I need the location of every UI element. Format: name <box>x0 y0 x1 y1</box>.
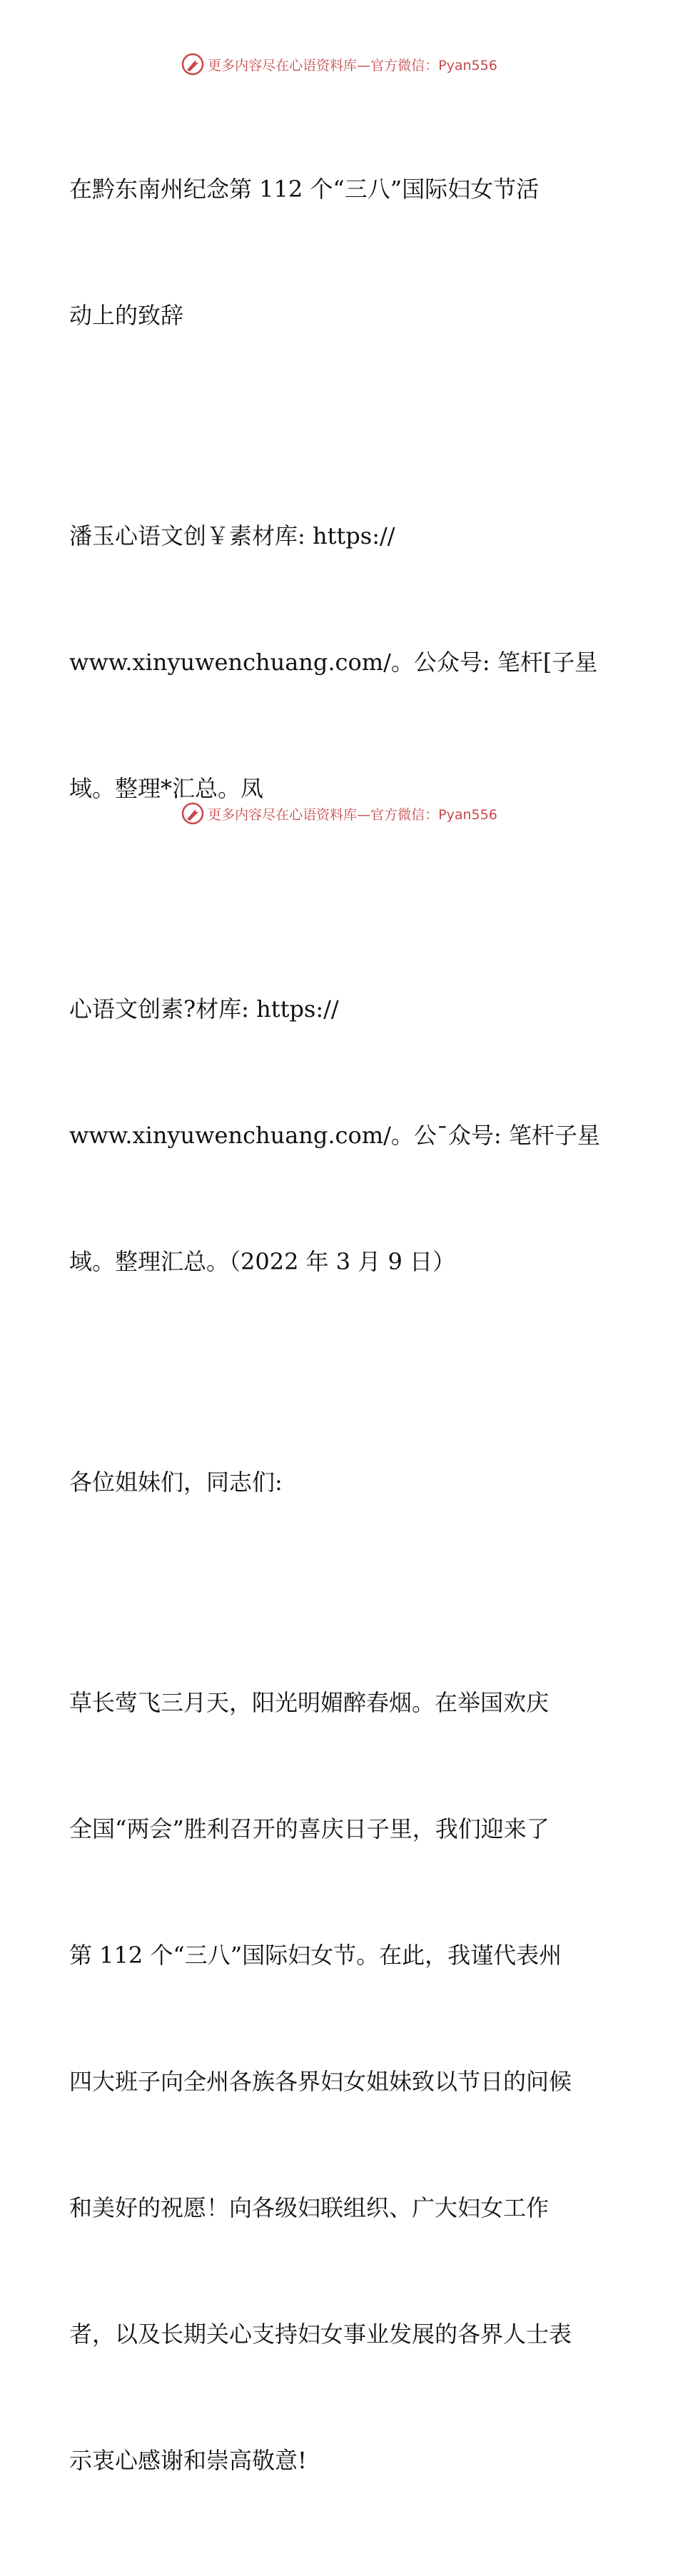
document-body <box>69 84 612 2576</box>
document-title <box>69 84 612 421</box>
text-line: 潘玉心语文创￥素材库: https:// <box>69 522 395 549</box>
text-line: 草长莺飞三月天，阳光明媚醉春烟。在举国欢庆 <box>69 1689 550 1716</box>
text-line: 在黔东南州纪念第 112 个“三八”国际妇女节活 <box>69 176 540 203</box>
text-line: 四大班子向全州各族各界妇女姐妹致以节日的问候 <box>69 2068 572 2095</box>
pen-nib-circle-icon <box>181 52 205 76</box>
text-line: 各位姐妹们，同志们: <box>69 1469 283 1496</box>
text-line: 全国“两会”胜利召开的喜庆日子里，我们迎来了 <box>69 1815 550 1842</box>
text-line: 域。整理*汇总。凤 <box>69 775 264 802</box>
text-line: 者，以及长期关心支持妇女事业发展的各界人士表 <box>69 2321 572 2348</box>
text-line: www.xinyuwenchuang.com/。公众号: 笔杆[子星 <box>69 649 598 676</box>
text-line: 第 112 个“三八”国际妇女节。在此，我谨代表州 <box>69 1942 562 1969</box>
text-line: www.xinyuwenchuang.com/。公¯众号: 笔杆子星 <box>69 1122 600 1149</box>
source-paragraph-2 <box>69 904 612 1367</box>
banner-text: 更多内容尽在心语资料库—官方微信：Pyan556 <box>208 57 497 73</box>
footer-banner <box>0 799 678 828</box>
text-line: 动上的致辞 <box>69 302 184 329</box>
text-line: 示衷心感谢和崇高敬意! <box>69 2447 307 2474</box>
body-paragraph <box>69 1598 612 2566</box>
salutation <box>69 1377 612 1588</box>
pen-nib-circle-icon <box>181 801 205 826</box>
header-banner <box>0 50 678 78</box>
banner-text: 更多内容尽在心语资料库—官方微信：Pyan556 <box>208 806 497 823</box>
text-line: 和美好的祝愿！向各级妇联组织、广大妇女工作 <box>69 2194 550 2221</box>
text-line: 心语文创素?材库: https:// <box>69 995 339 1023</box>
text-line: 域。整理汇总。（2022 年 3 月 9 日） <box>69 1248 456 1275</box>
